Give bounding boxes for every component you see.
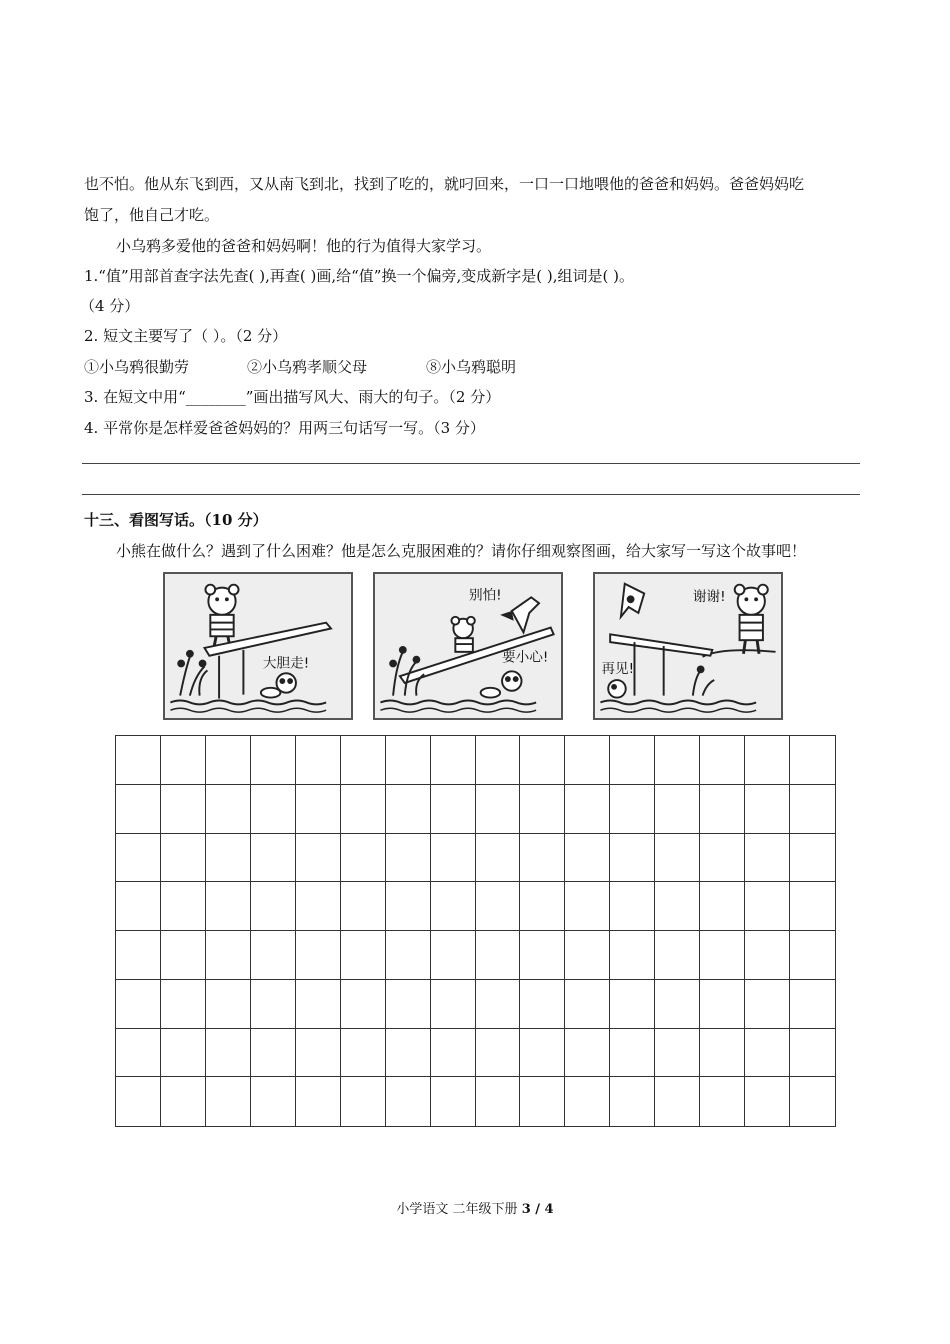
grid-cell[interactable]	[251, 980, 296, 1029]
grid-cell[interactable]	[296, 834, 341, 883]
grid-cell[interactable]	[790, 931, 835, 980]
grid-cell[interactable]	[790, 882, 835, 931]
question-2-option-3: ⑧小乌鸦聪明	[426, 358, 517, 376]
grid-cell[interactable]	[251, 834, 296, 883]
grid-cell[interactable]	[251, 736, 296, 785]
grid-cell[interactable]	[610, 931, 655, 980]
comic-panel-2-speech-1: 别怕!	[468, 587, 502, 604]
question-3: 3. 在短文中用“________”画出描写风大、雨大的句子。（2 分）	[84, 388, 501, 406]
grid-cell[interactable]	[790, 834, 835, 883]
grid-cell[interactable]	[251, 931, 296, 980]
grid-cell[interactable]	[161, 785, 206, 834]
grid-cell[interactable]	[655, 882, 700, 931]
grid-cell[interactable]	[565, 834, 610, 883]
grid-cell[interactable]	[476, 1077, 521, 1126]
question-2-option-1: ①小乌鸦很勤劳	[84, 358, 190, 376]
grid-cell[interactable]	[341, 1029, 386, 1078]
grid-cell[interactable]	[341, 931, 386, 980]
grid-cell[interactable]	[745, 980, 790, 1029]
grid-cell[interactable]	[700, 834, 745, 883]
grid-cell[interactable]	[745, 1029, 790, 1078]
grid-cell[interactable]	[161, 882, 206, 931]
grid-cell[interactable]	[610, 736, 655, 785]
grid-cell[interactable]	[520, 882, 565, 931]
grid-cell[interactable]	[206, 931, 251, 980]
grid-cell[interactable]	[476, 785, 521, 834]
grid-cell[interactable]	[206, 1029, 251, 1078]
answer-line-1[interactable]	[82, 463, 860, 464]
grid-cell[interactable]	[520, 785, 565, 834]
grid-cell[interactable]	[341, 785, 386, 834]
grid-cell[interactable]	[161, 980, 206, 1029]
grid-cell[interactable]	[386, 785, 431, 834]
grid-cell[interactable]	[206, 834, 251, 883]
comic-panel-3-speech-2: 再见!	[601, 661, 635, 678]
comic-panel-3-speech-1: 谢谢!	[692, 589, 726, 606]
grid-cell[interactable]	[565, 882, 610, 931]
grid-cell[interactable]	[386, 931, 431, 980]
passage-line-1: 也不怕。他从东飞到西，又从南飞到北，找到了吃的，就叼回来，一口一口地喂他的爸爸和妈妈。爸爸妈妈吃	[84, 175, 805, 193]
comic-panel-1-drawing	[165, 574, 351, 718]
comic-panel-3	[593, 572, 783, 720]
page-footer	[0, 1198, 950, 1217]
grid-cell[interactable]	[251, 785, 296, 834]
grid-cell[interactable]	[790, 736, 835, 785]
grid-cell[interactable]	[116, 980, 161, 1029]
grid-cell[interactable]	[476, 931, 521, 980]
grid-cell[interactable]	[161, 931, 206, 980]
grid-cell[interactable]	[116, 1029, 161, 1078]
grid-cell[interactable]	[431, 785, 476, 834]
grid-cell[interactable]	[116, 882, 161, 931]
grid-cell[interactable]	[610, 785, 655, 834]
passage-line-2: 饱了，他自己才吃。	[84, 206, 220, 224]
grid-cell[interactable]	[520, 980, 565, 1029]
grid-cell[interactable]	[610, 834, 655, 883]
grid-cell[interactable]	[341, 834, 386, 883]
question-2: 2. 短文主要写了（ ）。（2 分）	[84, 327, 288, 345]
grid-cell[interactable]	[700, 1029, 745, 1078]
grid-cell[interactable]	[206, 785, 251, 834]
comic-panel-1	[163, 572, 353, 720]
grid-cell[interactable]	[565, 931, 610, 980]
answer-line-2[interactable]	[82, 494, 860, 495]
bear-body	[740, 615, 763, 640]
grid-cell[interactable]	[341, 882, 386, 931]
grid-cell[interactable]	[296, 980, 341, 1029]
question-1: 1.“值”用部首查字法先查( ),再查( )画,给“值”换一个偏旁,变成新字是( ),组词是( )。	[84, 267, 634, 285]
grid-cell[interactable]	[700, 931, 745, 980]
section-13-prompt: 小熊在做什么？遇到了什么困难？他是怎么克服困难的？请你仔细观察图画，给大家写一写这个故事吧！	[116, 542, 807, 560]
grid-cell[interactable]	[476, 834, 521, 883]
grid-cell[interactable]	[700, 736, 745, 785]
grid-cell[interactable]	[790, 1077, 835, 1126]
grid-cell[interactable]	[431, 1029, 476, 1078]
bear-body	[210, 615, 233, 636]
page-number: 3 / 4	[521, 1202, 554, 1217]
grid-cell[interactable]	[116, 1077, 161, 1126]
grid-cell[interactable]	[251, 1077, 296, 1126]
grid-cell[interactable]	[790, 785, 835, 834]
grid-cell[interactable]	[161, 736, 206, 785]
grid-cell[interactable]	[745, 785, 790, 834]
grid-cell[interactable]	[700, 1077, 745, 1126]
grid-cell[interactable]	[206, 882, 251, 931]
grid-cell[interactable]	[745, 882, 790, 931]
grid-cell[interactable]	[206, 736, 251, 785]
grid-cell[interactable]	[116, 736, 161, 785]
grid-cell[interactable]	[520, 834, 565, 883]
grid-cell[interactable]	[116, 931, 161, 980]
writing-grid[interactable]	[115, 735, 836, 1127]
question-4: 4. 平常你是怎样爱爸爸妈妈的？用两三句话写一写。（3 分）	[84, 419, 485, 437]
grid-cell[interactable]	[206, 1077, 251, 1126]
grid-cell[interactable]	[565, 1077, 610, 1126]
grid-cell[interactable]	[161, 1029, 206, 1078]
grid-cell[interactable]	[296, 785, 341, 834]
grid-cell[interactable]	[610, 882, 655, 931]
grid-cell[interactable]	[431, 980, 476, 1029]
grid-cell[interactable]	[296, 736, 341, 785]
grid-cell[interactable]	[116, 785, 161, 834]
grid-cell[interactable]	[520, 1029, 565, 1078]
comic-panel-2-drawing	[375, 574, 561, 718]
grid-cell[interactable]	[341, 980, 386, 1029]
grid-cell[interactable]	[431, 834, 476, 883]
grid-cell[interactable]	[386, 882, 431, 931]
grid-cell[interactable]	[790, 1029, 835, 1078]
grid-cell[interactable]	[610, 980, 655, 1029]
grid-cell[interactable]	[296, 882, 341, 931]
grid-cell[interactable]	[431, 1077, 476, 1126]
grid-cell[interactable]	[116, 834, 161, 883]
grid-cell[interactable]	[745, 736, 790, 785]
grid-cell[interactable]	[745, 931, 790, 980]
grid-cell[interactable]	[745, 834, 790, 883]
grid-cell[interactable]	[161, 1077, 206, 1126]
grid-cell[interactable]	[386, 834, 431, 883]
grid-cell[interactable]	[655, 834, 700, 883]
grid-cell[interactable]	[655, 1077, 700, 1126]
comic-panel-2	[373, 572, 563, 720]
grid-cell[interactable]	[565, 736, 610, 785]
grid-cell[interactable]	[790, 980, 835, 1029]
grid-cell[interactable]	[655, 1029, 700, 1078]
grid-cell[interactable]	[386, 1029, 431, 1078]
grid-cell[interactable]	[520, 931, 565, 980]
question-1-score: （4 分）	[80, 297, 140, 315]
grid-cell[interactable]	[431, 882, 476, 931]
grid-cell[interactable]	[610, 1029, 655, 1078]
grid-cell[interactable]	[341, 736, 386, 785]
grid-cell[interactable]	[386, 1077, 431, 1126]
grid-cell[interactable]	[655, 980, 700, 1029]
grid-cell[interactable]	[700, 980, 745, 1029]
grid-cell[interactable]	[476, 882, 521, 931]
grid-cell[interactable]	[655, 736, 700, 785]
grid-cell[interactable]	[431, 931, 476, 980]
grid-cell[interactable]	[251, 882, 296, 931]
grid-cell[interactable]	[565, 980, 610, 1029]
grid-cell[interactable]	[386, 736, 431, 785]
grid-cell[interactable]	[476, 736, 521, 785]
grid-cell[interactable]	[431, 736, 476, 785]
grid-cell[interactable]	[700, 785, 745, 834]
question-2-option-2: ②小乌鸦孝顺父母	[247, 358, 368, 376]
grid-cell[interactable]	[520, 736, 565, 785]
grid-cell[interactable]	[296, 1029, 341, 1078]
grid-cell[interactable]	[565, 785, 610, 834]
comic-panel-3-drawing	[595, 574, 781, 718]
grid-cell[interactable]	[386, 980, 431, 1029]
comic-panel-2-speech-2: 要小心!	[502, 649, 549, 666]
grid-cell[interactable]	[745, 1077, 790, 1126]
grid-cell[interactable]	[251, 1029, 296, 1078]
comic-panel-1-speech: 大胆走!	[262, 655, 310, 672]
grid-cell[interactable]	[700, 882, 745, 931]
panda-head	[608, 680, 626, 698]
grid-cell[interactable]	[520, 1077, 565, 1126]
grid-cell[interactable]	[655, 785, 700, 834]
grid-cell[interactable]	[655, 931, 700, 980]
grid-cell[interactable]	[565, 1029, 610, 1078]
grid-cell[interactable]	[206, 980, 251, 1029]
grid-cell[interactable]	[296, 931, 341, 980]
footer-text: 小学语文 二年级下册	[396, 1202, 522, 1217]
passage-line-3: 小乌鸦多爱他的爸爸和妈妈啊！他的行为值得大家学习。	[116, 237, 492, 255]
panda-head	[502, 671, 521, 690]
grid-cell[interactable]	[296, 1077, 341, 1126]
grid-cell[interactable]	[341, 1077, 386, 1126]
grid-cell[interactable]	[610, 1077, 655, 1126]
section-13-title: 十三、看图写话。（10 分）	[84, 511, 268, 529]
grid-cell[interactable]	[476, 980, 521, 1029]
grid-cell[interactable]	[161, 834, 206, 883]
grid-cell[interactable]	[476, 1029, 521, 1078]
